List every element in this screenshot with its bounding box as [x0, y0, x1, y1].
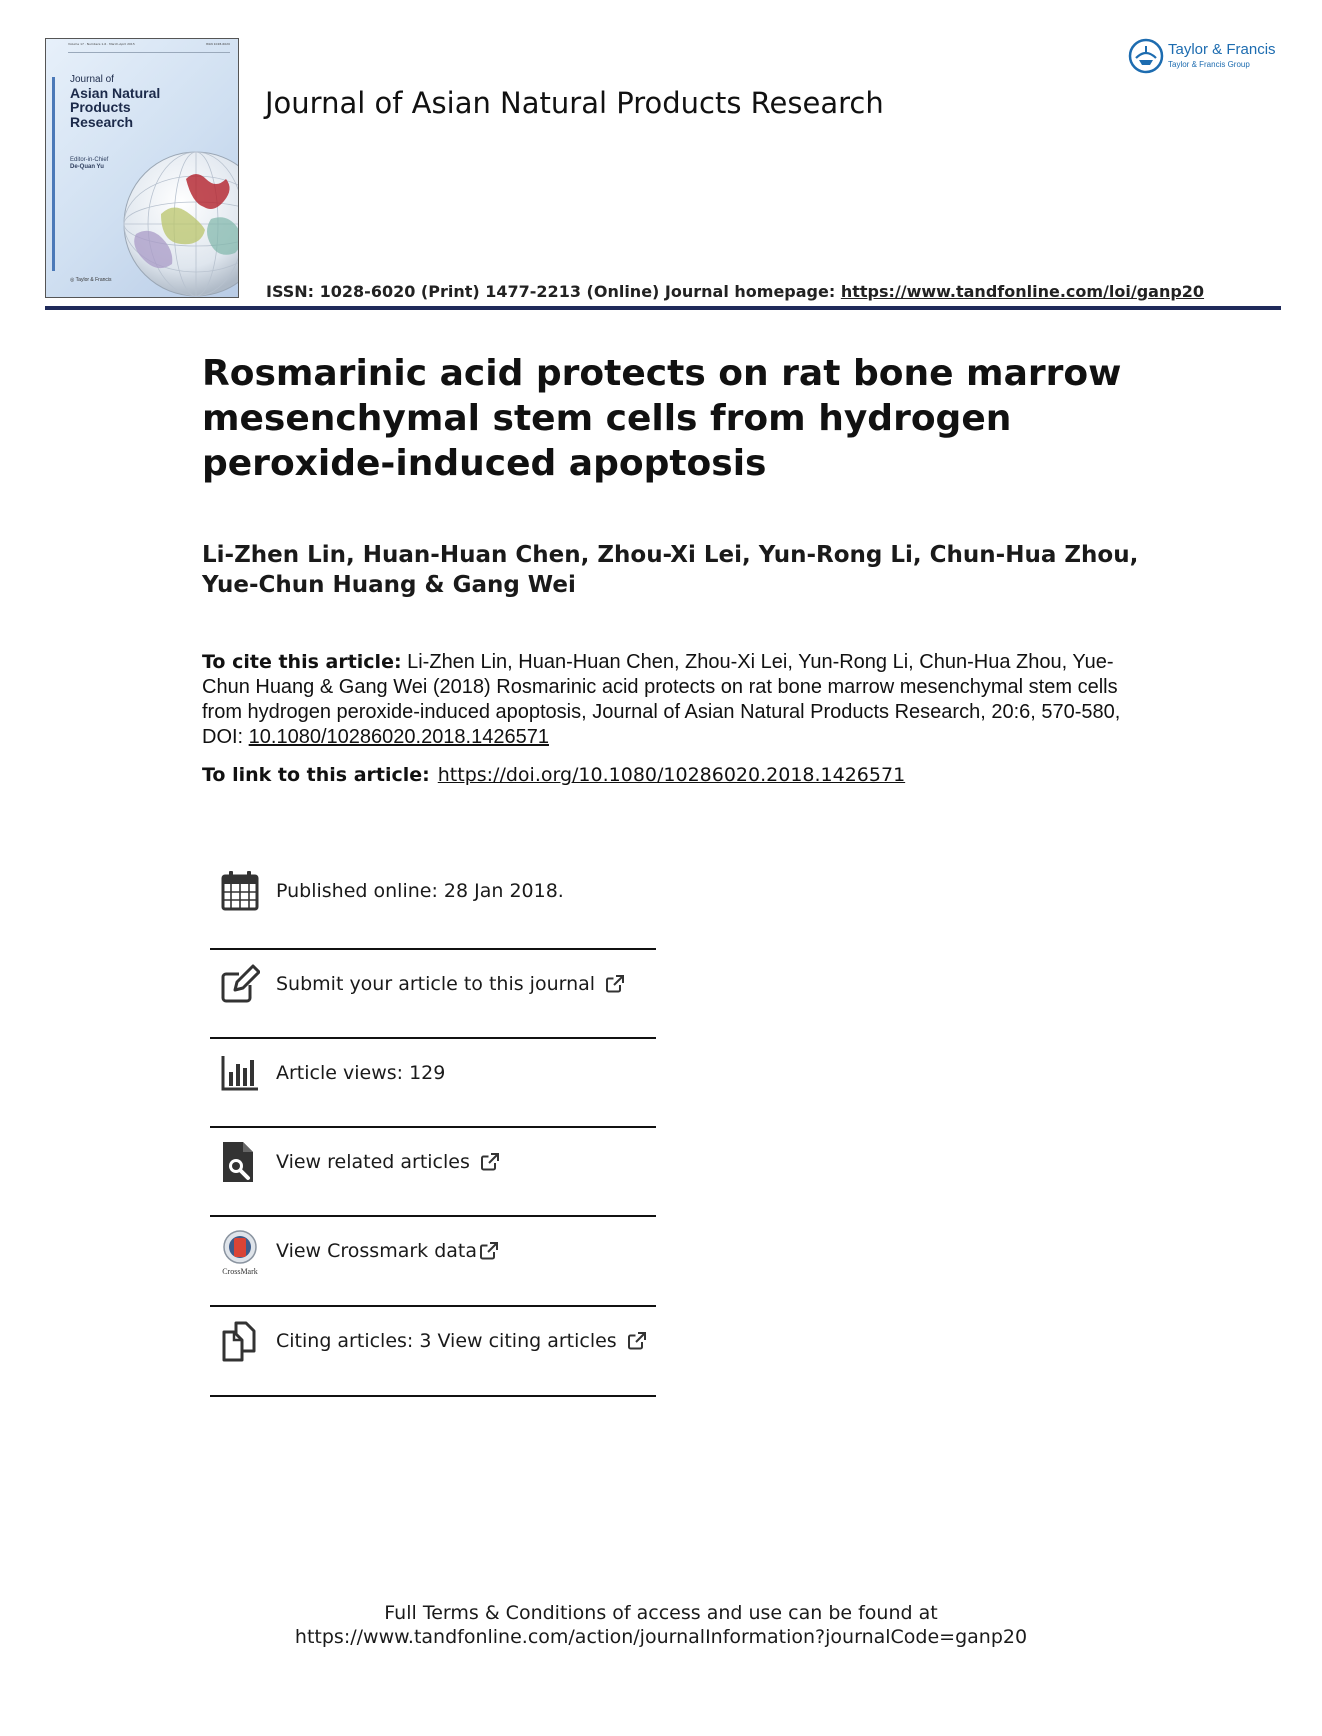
related-articles-text[interactable] [276, 1151, 500, 1173]
cover-editor-label: Editor-in-Chief [70, 157, 109, 163]
calendar-icon [220, 870, 260, 912]
document-search-icon [220, 1141, 260, 1183]
edit-icon [220, 963, 260, 1005]
crossmark-icon-label: CrossMark [222, 1267, 258, 1276]
external-link-icon [479, 1241, 499, 1261]
footer-line1: Full Terms & Conditions of access and use can be found at [384, 1602, 938, 1624]
article-views-text: Article views: 129 [276, 1062, 446, 1084]
issn-text: ISSN: 1028-6020 (Print) 1477-2213 (Online) Journal homepage: [266, 282, 841, 301]
article-views-row [210, 1052, 656, 1122]
submit-article-row[interactable] [210, 963, 656, 1033]
cover-title-line1: Asian Natural [70, 84, 161, 101]
citation-block [202, 650, 1142, 750]
article-link-line [202, 764, 905, 786]
published-online-row [210, 870, 656, 940]
row-divider [210, 1126, 656, 1128]
row-divider [210, 1305, 656, 1307]
header-divider [45, 306, 1281, 310]
external-link-icon [480, 1152, 500, 1172]
crossmark-row[interactable] [210, 1230, 656, 1300]
citing-articles-text[interactable] [276, 1330, 647, 1352]
crossmark-label[interactable]: View Crossmark data [276, 1240, 478, 1262]
link-label: To link to this article: [202, 764, 430, 786]
row-divider [210, 1215, 656, 1217]
publisher-name: Taylor & Francis [1168, 41, 1276, 58]
footer-terms [0, 1601, 1322, 1649]
bar-chart-icon [220, 1052, 260, 1094]
journal-homepage-link[interactable]: https://www.tandfonline.com/loi/ganp20 [840, 282, 1205, 301]
article-doi-link[interactable]: https://doi.org/10.1080/10286020.2018.1426571 [437, 764, 906, 786]
cover-top-strip [68, 42, 230, 53]
publisher-logo[interactable] [1128, 38, 1288, 78]
external-link-icon [605, 974, 625, 994]
citing-articles-row[interactable] [210, 1320, 656, 1390]
citation-label: To cite this article: [202, 651, 402, 673]
cover-side-bar [52, 77, 55, 271]
cover-globe-image [116, 139, 239, 298]
cover-volume-line: Volume 17 · Numbers 1-6 · March-April 2015 [68, 42, 135, 46]
submit-article-text[interactable] [276, 973, 625, 995]
cover-publisher-name: Taylor & Francis [75, 277, 112, 283]
cover-editor [70, 157, 108, 171]
article-authors: Li-Zhen Lin, Huan-Huan Chen, Zhou-Xi Lei, Yun-Rong Li, Chun-Hua Zhou, Yue-Chun Huang & Gang Wei [202, 542, 1139, 598]
crossmark-text[interactable] [276, 1240, 499, 1262]
crossmark-icon [220, 1230, 260, 1276]
citation-doi-link[interactable]: 10.1080/10286020.2018.1426571 [248, 726, 549, 748]
related-articles-row[interactable] [210, 1141, 656, 1211]
cover-publisher-logo [70, 277, 112, 283]
row-divider [210, 948, 656, 950]
row-divider [210, 1395, 656, 1397]
copy-documents-icon [220, 1320, 260, 1362]
journal-title: Journal of Asian Natural Products Research [265, 86, 884, 120]
cover-issn: ISSN 1028-6020 [205, 42, 230, 46]
published-online-text: Published online: 28 Jan 2018. [276, 880, 564, 902]
cover-editor-name: De-Quan Yu [70, 164, 104, 171]
cover-title-line3: Research [70, 113, 134, 130]
taylor-francis-logo-icon [1128, 38, 1164, 74]
footer-terms-link[interactable]: https://www.tandfonline.com/action/journalInformation?journalCode=ganp20 [294, 1626, 1028, 1648]
citing-articles-label[interactable]: Citing articles: 3 View citing articles [276, 1330, 617, 1352]
publisher-group: Taylor & Francis Group [1168, 60, 1250, 69]
cover-title-line2: Products [70, 99, 131, 116]
external-link-icon [627, 1331, 647, 1351]
related-articles-label[interactable]: View related articles [276, 1151, 470, 1173]
row-divider [210, 1037, 656, 1039]
cover-title [70, 75, 160, 130]
cover-title-prefix: Journal of [70, 74, 114, 85]
issn-line [266, 282, 1204, 301]
article-title: Rosmarinic acid protects on rat bone marrow mesenchymal stem cells from hydrogen peroxide-induced apoptosis [202, 353, 1122, 484]
cover-publisher-icon: ◎ [70, 277, 76, 283]
citation-text: Li-Zhen Lin, Huan-Huan Chen, Zhou-Xi Lei, Yun-Rong Li, Chun-Hua Zhou, Yue-Chun Huang & Gang Wei (2018) Rosmarinic acid protects on rat bone marrow mesenchymal stem cells from hydrogen peroxide-induced apoptosis, Journal of Asian Natural Products Research, 20:6, 570-580, DOI: [202, 651, 1121, 748]
submit-article-label[interactable]: Submit your article to this journal [276, 973, 596, 995]
journal-cover [45, 38, 239, 298]
